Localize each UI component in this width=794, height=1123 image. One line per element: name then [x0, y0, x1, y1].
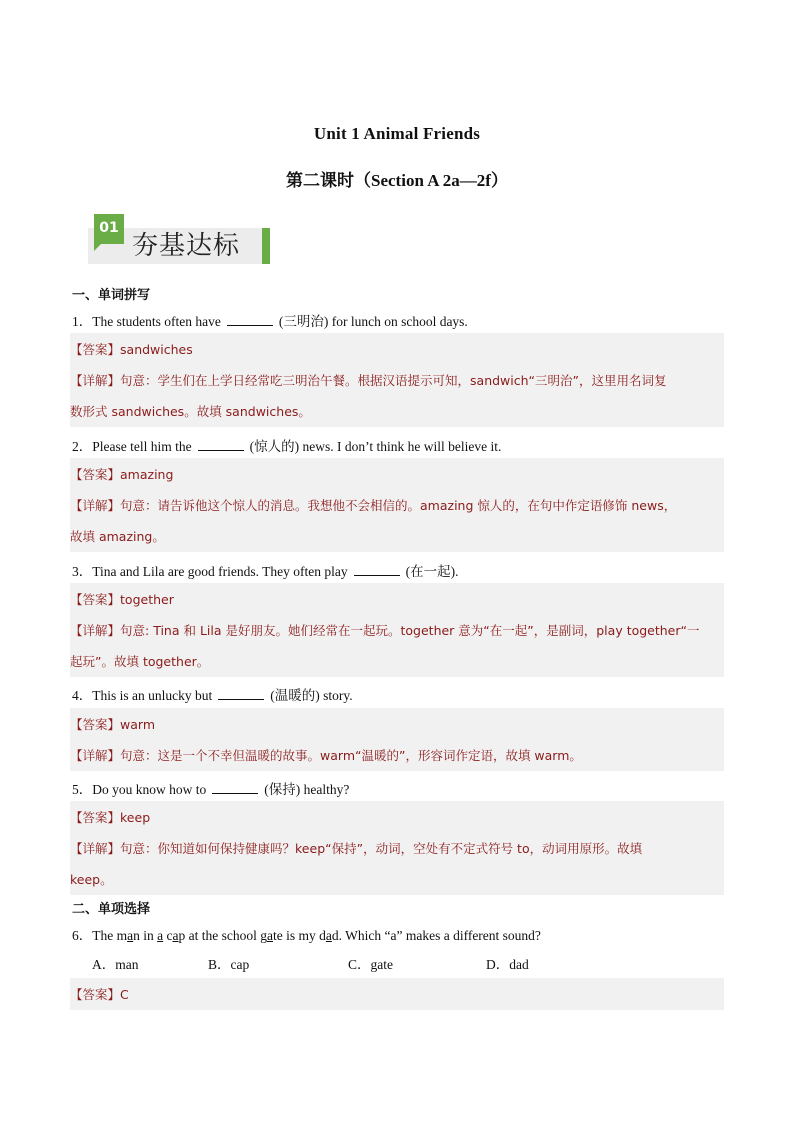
question-text: (三明治) for lunch on school days. — [278, 314, 468, 329]
question-3 — [72, 560, 732, 580]
detail-text: 句意: Tina 和 Lila 是好朋友。她们经常在一起玩。together 意为“在一起”，是副词，play together“一 — [120, 623, 700, 638]
question-6 — [72, 924, 732, 944]
option-b: B．cap — [208, 957, 250, 972]
banner-label: 夯基达标 — [132, 231, 241, 261]
answer-value: amazing — [120, 467, 174, 482]
question-text: d. Which “a” makes a different sound? — [331, 928, 541, 943]
banner-number-tail — [94, 244, 101, 251]
question-text: 3．Tina and Lila are good friends. They often play — [72, 564, 348, 579]
question-text: c — [163, 928, 173, 943]
detail-label: 【详解】 — [70, 748, 121, 763]
question-text: 6．The m — [72, 928, 128, 943]
detail-text: 句意：学生们在上学日经常吃三明治午餐。根据汉语提示可知，sandwich“三明治”，这里用名词复 — [120, 373, 667, 388]
detail-text: 数形式 sandwiches。故填 sandwiches。 — [70, 404, 311, 419]
banner-number: 01 — [94, 214, 124, 244]
question-text: (在一起). — [405, 564, 459, 579]
answer-label: 【答案】 — [70, 987, 121, 1002]
section-banner — [84, 210, 272, 268]
detail-text: keep。 — [70, 872, 113, 887]
question-text: 1．The students often have — [72, 314, 221, 329]
answer-block-1 — [70, 334, 730, 427]
answer-value: together — [120, 592, 174, 607]
underlined-letter: a — [325, 928, 332, 943]
question-text: (惊人的) news. I don’t think he will believe it. — [249, 439, 502, 454]
detail-label: 【详解】 — [70, 498, 121, 513]
question-text: 2．Please tell him the — [72, 439, 192, 454]
blank-line — [198, 438, 244, 451]
blank-line — [354, 563, 400, 576]
question-text: 4．This is an unlucky but — [72, 688, 213, 703]
banner-accent-bar — [262, 228, 270, 264]
option-c: C．gate — [348, 957, 393, 972]
option-d: D．dad — [486, 957, 529, 972]
question-2 — [72, 435, 732, 455]
answer-value: sandwiches — [120, 342, 193, 357]
answer-block-2 — [70, 459, 730, 552]
underlined-letter: a — [157, 928, 164, 943]
option-a: A．man — [92, 957, 139, 972]
question-text: te is my d — [273, 928, 326, 943]
answer-block-4 — [70, 709, 730, 771]
blank-line — [227, 313, 273, 326]
question-text: p at the school g — [178, 928, 267, 943]
underlined-letter: a — [172, 928, 179, 943]
answer-label: 【答案】 — [70, 810, 121, 825]
answer-label: 【答案】 — [70, 717, 121, 732]
question-5 — [72, 778, 732, 798]
question-4 — [72, 684, 732, 704]
answer-value: C — [120, 987, 129, 1002]
detail-label: 【详解】 — [70, 373, 121, 388]
blank-line — [212, 781, 258, 794]
question-text: n in — [133, 928, 158, 943]
blank-line — [218, 687, 264, 700]
page-title: Unit 1 Animal Friends — [313, 124, 481, 143]
answer-value: warm — [120, 717, 155, 732]
question-text: 5．Do you know how to — [72, 782, 207, 797]
question-text: (保持) healthy? — [264, 782, 350, 797]
underlined-letter: a — [127, 928, 134, 943]
section-heading-spelling: 一、单词拼写 — [72, 288, 151, 303]
answer-label: 【答案】 — [70, 592, 121, 607]
detail-text: 句意：请告诉他这个惊人的消息。我想他不会相信的。amazing 惊人的，在句中作定语修饰 news， — [120, 498, 677, 513]
page-subtitle: 第二课时（Section A 2a—2f） — [286, 171, 508, 190]
underlined-letter: a — [267, 928, 273, 943]
detail-label: 【详解】 — [70, 623, 121, 638]
detail-text: 句意：你知道如何保持健康吗？keep“保持”，动词，空处有不定式符号 to，动词用原形。故填 — [120, 841, 643, 856]
detail-text: 故填 amazing。 — [70, 529, 165, 544]
answer-block-3 — [70, 584, 730, 677]
detail-text: 起玩”。故填 together。 — [70, 654, 210, 669]
answer-label: 【答案】 — [70, 467, 121, 482]
answer-label: 【答案】 — [70, 342, 121, 357]
answer-value: keep — [120, 810, 151, 825]
answer-block-5 — [70, 802, 730, 895]
answer-block-6 — [70, 979, 730, 1010]
question-1 — [72, 310, 732, 330]
detail-text: 句意：这是一个不幸但温暖的故事。warm“温暖的”，形容词作定语，故填 warm。 — [120, 748, 582, 763]
section-heading-multiple-choice: 二、单项选择 — [72, 902, 151, 917]
question-text: (温暖的) story. — [270, 688, 353, 703]
detail-label: 【详解】 — [70, 841, 121, 856]
